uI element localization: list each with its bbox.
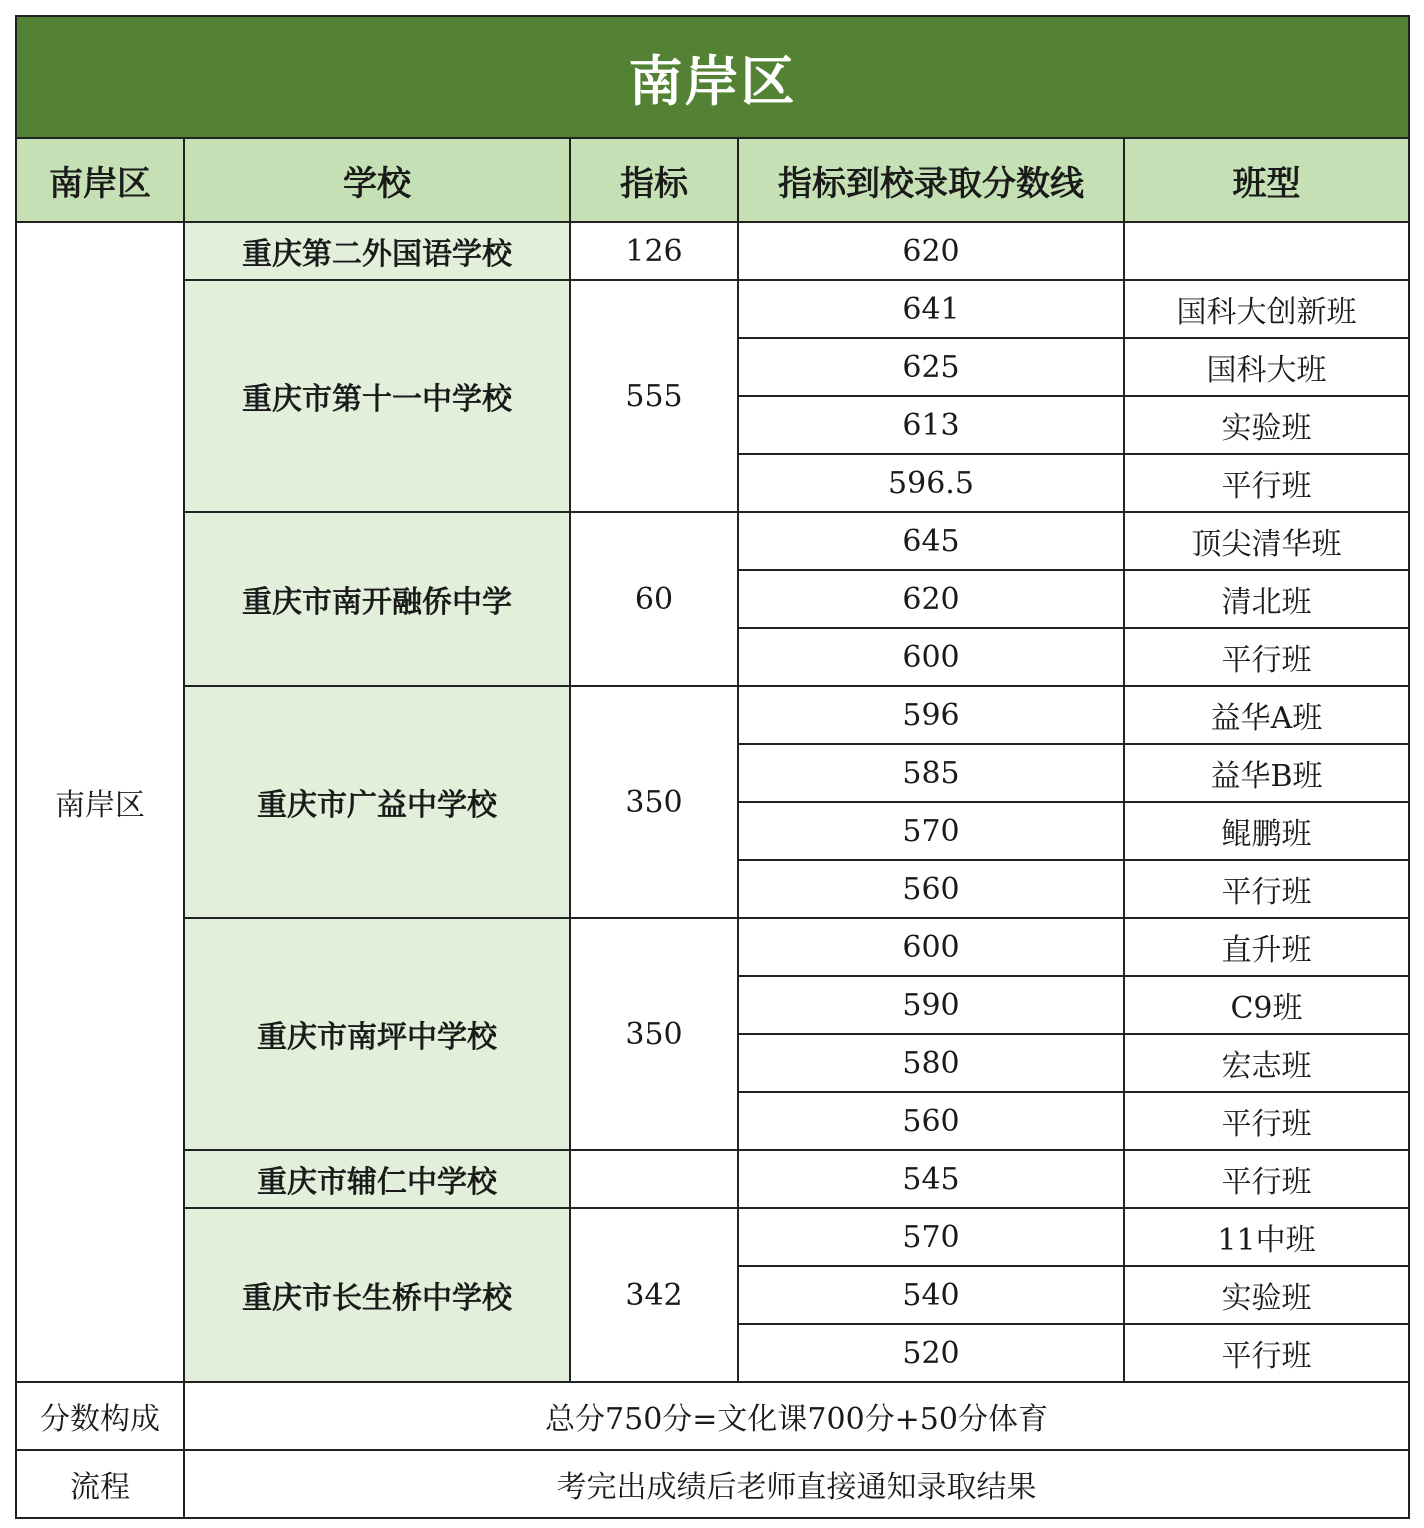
table-row bbox=[16, 280, 1409, 338]
header-quota: 指标 bbox=[570, 138, 738, 222]
cutoff-score: 570 bbox=[738, 802, 1124, 860]
class-type: 国科大创新班 bbox=[1124, 280, 1409, 338]
table-row bbox=[16, 1150, 1409, 1208]
cutoff-score: 585 bbox=[738, 744, 1124, 802]
cutoff-score: 540 bbox=[738, 1266, 1124, 1324]
school-name: 重庆市南开融侨中学 bbox=[184, 512, 570, 686]
cutoff-score: 645 bbox=[738, 512, 1124, 570]
footer-row bbox=[16, 1450, 1409, 1518]
school-quota: 342 bbox=[570, 1208, 738, 1382]
district-cell: 南岸区 bbox=[16, 222, 184, 1382]
footer-label: 分数构成 bbox=[16, 1382, 184, 1450]
cutoff-score: 590 bbox=[738, 976, 1124, 1034]
school-name: 重庆市南坪中学校 bbox=[184, 918, 570, 1150]
class-type: 国科大班 bbox=[1124, 338, 1409, 396]
class-type: C9班 bbox=[1124, 976, 1409, 1034]
class-type: 益华B班 bbox=[1124, 744, 1409, 802]
footer-row bbox=[16, 1382, 1409, 1450]
title-row bbox=[16, 16, 1409, 138]
class-type: 平行班 bbox=[1124, 628, 1409, 686]
class-type: 直升班 bbox=[1124, 918, 1409, 976]
cutoff-score: 560 bbox=[738, 860, 1124, 918]
class-type bbox=[1124, 222, 1409, 280]
class-type: 实验班 bbox=[1124, 396, 1409, 454]
school-name: 重庆市第十一中学校 bbox=[184, 280, 570, 512]
class-type: 平行班 bbox=[1124, 1092, 1409, 1150]
cutoff-score: 620 bbox=[738, 222, 1124, 280]
table-row bbox=[16, 918, 1409, 976]
table-row bbox=[16, 686, 1409, 744]
cutoff-score: 620 bbox=[738, 570, 1124, 628]
school-name: 重庆第二外国语学校 bbox=[184, 222, 570, 280]
footer-label: 流程 bbox=[16, 1450, 184, 1518]
cutoff-score: 580 bbox=[738, 1034, 1124, 1092]
footer-value: 总分750分=文化课700分+50分体育 bbox=[184, 1382, 1409, 1450]
score-table-container bbox=[15, 15, 1410, 1519]
school-quota: 350 bbox=[570, 686, 738, 918]
header-cutoff: 指标到校录取分数线 bbox=[738, 138, 1124, 222]
school-quota: 555 bbox=[570, 280, 738, 512]
class-type: 益华A班 bbox=[1124, 686, 1409, 744]
class-type: 顶尖清华班 bbox=[1124, 512, 1409, 570]
school-quota: 350 bbox=[570, 918, 738, 1150]
cutoff-score: 613 bbox=[738, 396, 1124, 454]
school-name: 重庆市长生桥中学校 bbox=[184, 1208, 570, 1382]
table-row bbox=[16, 512, 1409, 570]
score-table bbox=[15, 15, 1410, 1519]
class-type: 宏志班 bbox=[1124, 1034, 1409, 1092]
header-district: 南岸区 bbox=[16, 138, 184, 222]
school-quota: 60 bbox=[570, 512, 738, 686]
cutoff-score: 560 bbox=[738, 1092, 1124, 1150]
school-name: 重庆市辅仁中学校 bbox=[184, 1150, 570, 1208]
cutoff-score: 596.5 bbox=[738, 454, 1124, 512]
class-type: 鲲鹏班 bbox=[1124, 802, 1409, 860]
class-type: 平行班 bbox=[1124, 454, 1409, 512]
school-name: 重庆市广益中学校 bbox=[184, 686, 570, 918]
cutoff-score: 625 bbox=[738, 338, 1124, 396]
school-quota bbox=[570, 1150, 738, 1208]
footer-value: 考完出成绩后老师直接通知录取结果 bbox=[184, 1450, 1409, 1518]
header-school: 学校 bbox=[184, 138, 570, 222]
cutoff-score: 545 bbox=[738, 1150, 1124, 1208]
table-title: 南岸区 bbox=[16, 16, 1409, 138]
cutoff-score: 600 bbox=[738, 918, 1124, 976]
school-quota: 126 bbox=[570, 222, 738, 280]
class-type: 平行班 bbox=[1124, 1150, 1409, 1208]
header-class-type: 班型 bbox=[1124, 138, 1409, 222]
class-type: 平行班 bbox=[1124, 860, 1409, 918]
header-row bbox=[16, 138, 1409, 222]
cutoff-score: 641 bbox=[738, 280, 1124, 338]
cutoff-score: 520 bbox=[738, 1324, 1124, 1382]
cutoff-score: 596 bbox=[738, 686, 1124, 744]
class-type: 清北班 bbox=[1124, 570, 1409, 628]
class-type: 平行班 bbox=[1124, 1324, 1409, 1382]
table-row bbox=[16, 1208, 1409, 1266]
table-row bbox=[16, 222, 1409, 280]
class-type: 11中班 bbox=[1124, 1208, 1409, 1266]
cutoff-score: 570 bbox=[738, 1208, 1124, 1266]
cutoff-score: 600 bbox=[738, 628, 1124, 686]
class-type: 实验班 bbox=[1124, 1266, 1409, 1324]
